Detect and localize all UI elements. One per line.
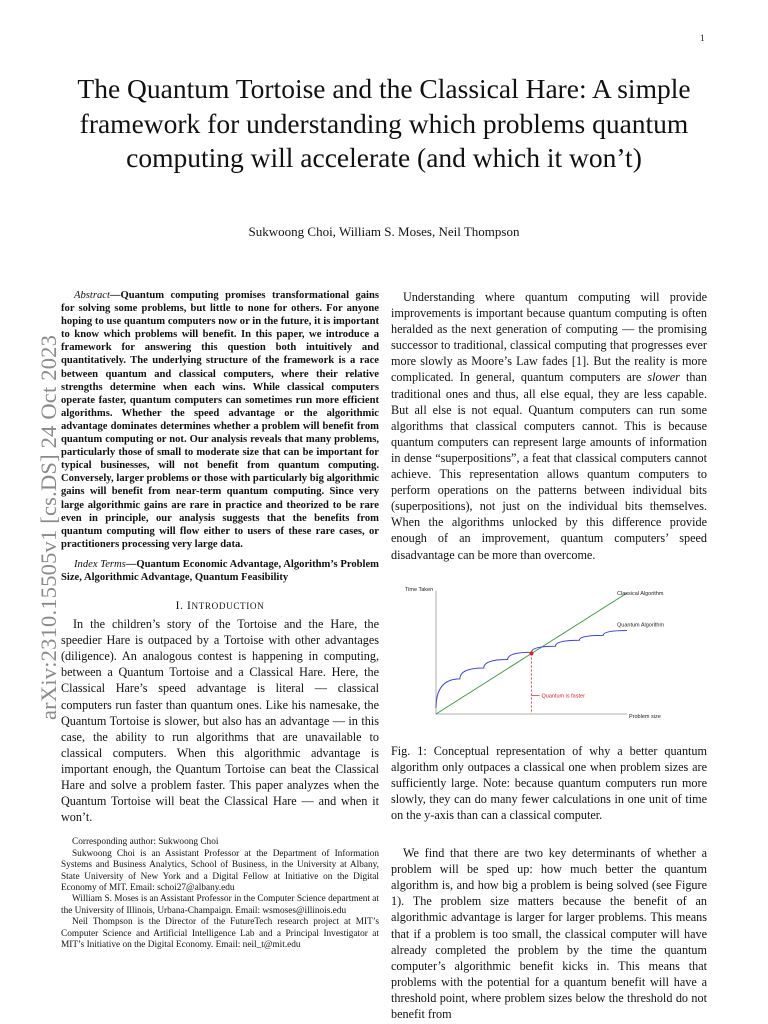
index-terms-lead: Index Terms — [74, 558, 126, 570]
crossover-point — [530, 651, 534, 655]
abstract — [61, 289, 379, 551]
figure-1-chart — [391, 585, 707, 735]
page-number: 1 — [700, 33, 705, 43]
author-list: Sukwoong Choi, William S. Moses, Neil Thompson — [248, 224, 520, 239]
left-column — [61, 289, 379, 951]
intro-paragraph: In the children’s story of the Tortoise and the Hare, the speedier Hare is outpaced by a Tortoise with other advantages (diligence). An analogous contest is happening in computing, between a Quantum Tortoise and a Classical Hare. Here, the Classical Hare’s speed advantage is literal — classical computers run faster than quantum ones. Like his namesake, the Quantum Tortoise is slower, but also has an advantage — in this case, the ability to run algorithms that are unavailable to classical computers. When this algorithmic advantage is important enough, the Quantum Tortoise can beat the Classical Hare and solve a problem faster. This paper analyzes when the Quantum Tortoise will beat the Classical Hare — and when it won’t. — [61, 617, 379, 825]
footnote-moses: William S. Moses is an Assistant Professor in the Computer Science department at the University of Illinois, Urbana-Champaign. Email: wsmoses@illinois.edu — [61, 894, 379, 916]
figure-1-caption: Fig. 1: Conceptual representation of why a better quantum algorithm only outpaces a classical one when problem sizes are sufficiently large. Note: because quantum computers run more slowly, they can do many fewer calculations in one unit of time on the y-axis than can a classical computer. — [391, 743, 707, 822]
classical-algorithm-label: Classical Algorithm — [617, 590, 664, 597]
footnote-corresponding-author: Corresponding author: Sukwoong Choi — [72, 837, 219, 848]
x-axis-label: Problem size — [629, 713, 661, 720]
right-paragraph-2: We find that there are two key determinants of whether a problem will be sped up: how much better the quantum algorithm is, and how big a problem is being solved (see Figure 1). The problem size matters because the benefit of an algorithmic advantage is larger for larger problems. This means that if a problem is too small, the classical computer will have already completed the problem by the time the quantum computer’s algorithmic benefit kicks in. This means that problems with the potential for a quantum benefit will have a threshold point, where problem sizes below the threshold do not benefit from — [391, 846, 707, 1021]
footnotes — [61, 837, 379, 951]
section-title-rest: NTRODUCTION — [191, 601, 265, 612]
section-heading-introduction — [61, 600, 379, 612]
right-column — [391, 289, 707, 1022]
emphasis-slower: slower — [647, 370, 680, 385]
section-numeral: I. — [175, 600, 187, 613]
figure-1 — [391, 585, 707, 735]
index-terms — [61, 558, 379, 584]
right-paragraph-1-before: Understanding where quantum computing will provide improvements is important because quantum computing is often heralded as the next generation of computing — the promising successor to traditional, classical computing that progresses ever more slowly as Moore’s Law fades [1]. But the reality is more complicated. In general, quantum computers are — [391, 290, 707, 385]
crossover-label: Quantum is faster — [541, 693, 585, 700]
section-first-letter: I — [187, 600, 192, 613]
right-paragraph-1 — [391, 289, 707, 563]
quantum-algorithm-label: Quantum Algorithm — [617, 622, 665, 629]
abstract-lead: Abstract — [74, 290, 110, 301]
footnote-choi: Sukwoong Choi is an Assistant Professor at the Department of Information Systems and Business Analytics, School of Business, in the University at Albany, State University of New York and a Digital Fellow at Initiative on the Digital Economy of MIT. Email: schoi27@albany.edu — [61, 848, 379, 893]
footnote-thompson: Neil Thompson is the Director of the FutureTech research project at MIT’s Computer Science and Artificial Intelligence Lab and a Principal Investigator at MIT’s Initiative on the Digital Economy. Email: neil_t@mit.edu — [61, 917, 379, 950]
abstract-text: —Quantum computing promises transformational gains for solving some problems, but little to none for others. For anyone hoping to use quantum computers now or in the future, it is important to know which problems will benefit. In this paper, we introduce a framework for answering this question both intuitively and quantitatively. The underlying structure of the framework is a race between quantum and classical computers, where their relative strengths determine when each wins. While classical computers operate faster, quantum computers can sometimes run more efficient algorithms. Whether the speed advantage or the algorithmic advantage dominates determines whether a problem will benefit from quantum computing or not. Our analysis reveals that many problems, particularly those of small to moderate size that can be important for typical businesses, will not benefit from quantum computing. Conversely, larger problems or those with particularly big algorithmic gains will benefit from near-term quantum computing. Since very large algorithmic gains are rare in practice and theorized to be rare even in principle, our analysis suggests that the benefits from quantum computing will flow either to users of these rare cases, or practitioners processing very large data. — [61, 290, 379, 550]
arxiv-identifier: arXiv:2310.15505v1 [cs.DS] 24 Oct 2023 — [36, 334, 61, 720]
y-axis-label: Time Taken — [405, 586, 434, 593]
index-terms-text: —Quantum Economic Advantage, Algorithm’s Problem Size, Algorithmic Advantage, Quantum Feasibility — [61, 558, 379, 583]
paper-title: The Quantum Tortoise and the Classical Hare: A simple framework for understanding which problems quantum computing will accelerate (and which it won’t) — [77, 73, 691, 174]
right-paragraph-1-after: than traditional ones and thus, all else equal, they are less capable. But all else is not equal. Quantum computers can run some algorithms that classical computers cannot. This is because quantum computers can represent large amounts of information in dense “superpositions”, a feat that classical computers cannot achieve. This representation allows quantum computers to perform operations on the patterns between individual bits (superpositions), not just on the individual bits themselves. When the algorithms unlocked by this difference provide enough of an improvement, quantum computers’ speed disadvantage can be more than overcome. — [391, 370, 707, 562]
